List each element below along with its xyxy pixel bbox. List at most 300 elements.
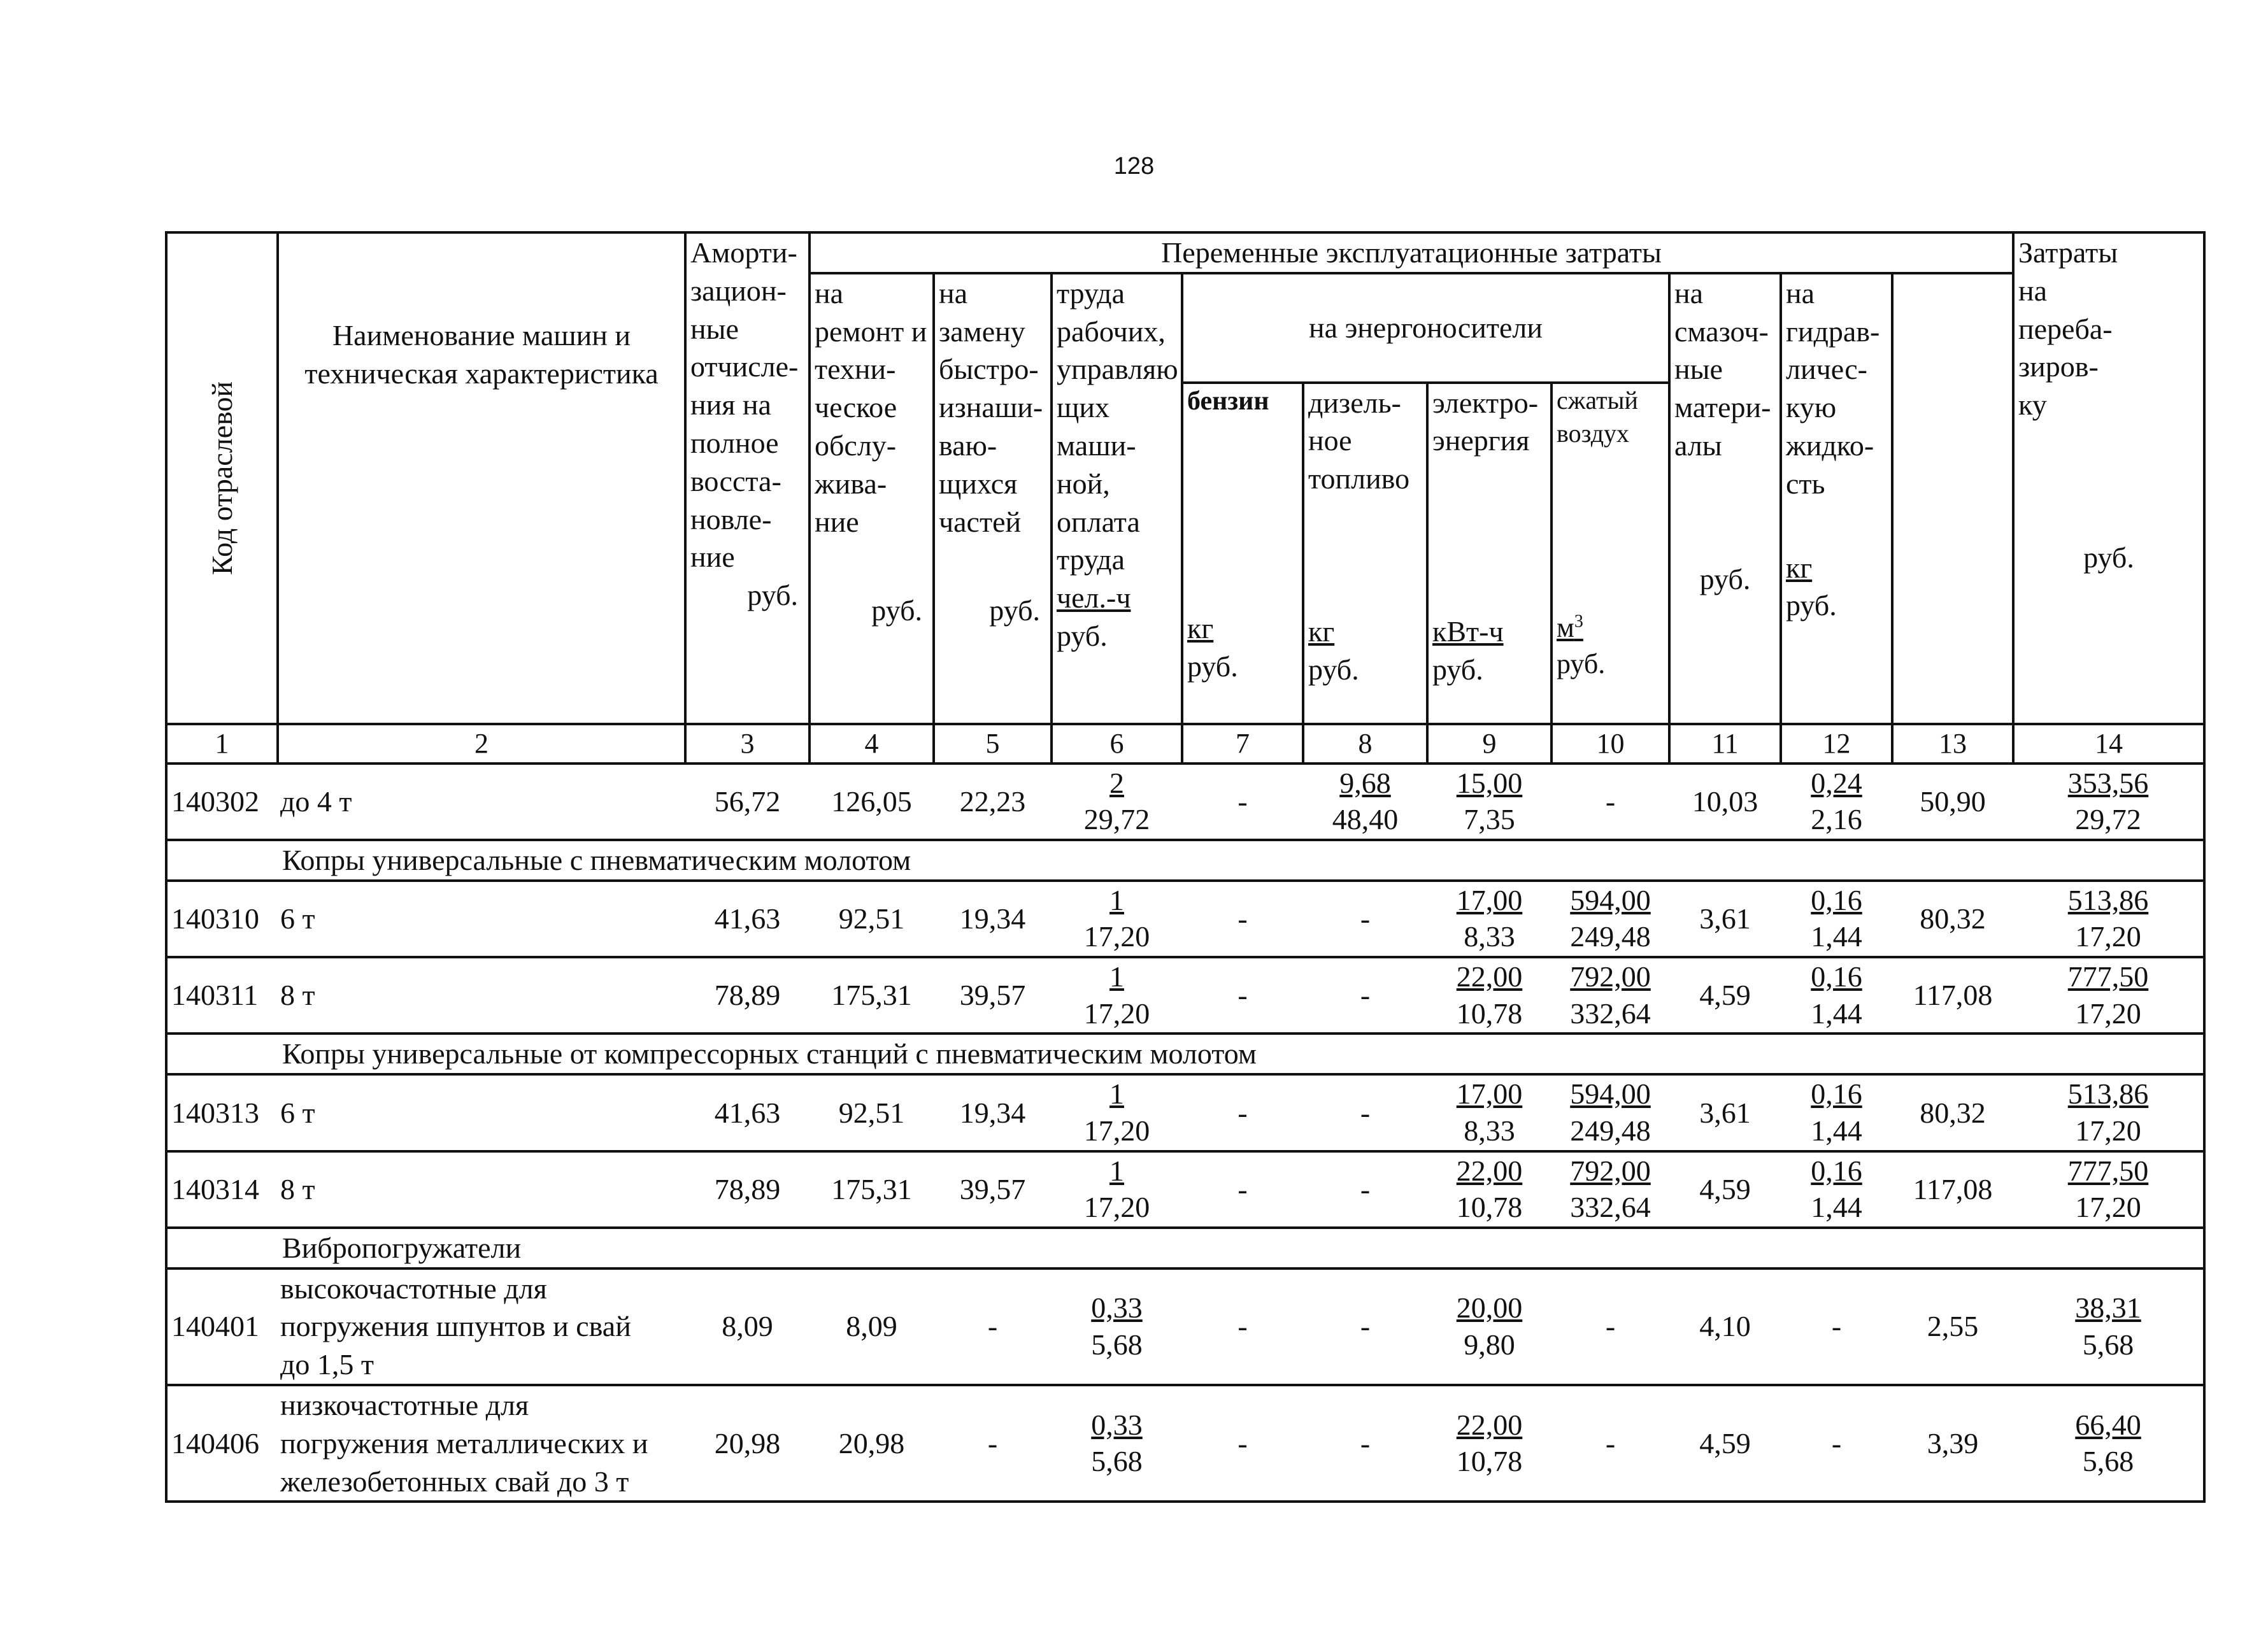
row-name-line: погружения шпунтов и свай bbox=[280, 1310, 631, 1343]
row-code: 140311 bbox=[166, 957, 278, 1034]
header-air bbox=[1551, 383, 1669, 724]
column-number: 3 bbox=[685, 724, 809, 764]
row-labor-top: 1 bbox=[1109, 883, 1124, 916]
column-number: 9 bbox=[1427, 724, 1551, 764]
row-labor bbox=[1052, 881, 1182, 957]
row-electric-top: 17,00 bbox=[1456, 883, 1523, 916]
header-electric-unit-bottom: руб. bbox=[1432, 653, 1483, 686]
row-transfer: 117,08 bbox=[1892, 1151, 2013, 1228]
header-hydraulic-line: на bbox=[1786, 276, 1815, 309]
header-transfer-line: зиров- bbox=[2018, 350, 2099, 383]
row-labor-top: 1 bbox=[1109, 960, 1124, 993]
column-number: 11 bbox=[1669, 724, 1781, 764]
row-estimate-fraction bbox=[2068, 1153, 2149, 1226]
header-repair-line: жива- bbox=[815, 467, 887, 500]
row-name bbox=[278, 881, 685, 957]
row-labor-bottom: 5,68 bbox=[1091, 1445, 1143, 1478]
row-name-line: 6 т bbox=[280, 1096, 315, 1129]
header-amortization-line: отчисле- bbox=[690, 350, 799, 383]
row-name-line: 6 т bbox=[280, 902, 315, 935]
row-electric bbox=[1427, 764, 1551, 840]
row-name-line: до 1,5 т bbox=[280, 1348, 374, 1381]
row-electric-top: 20,00 bbox=[1456, 1291, 1523, 1325]
row-estimate-top: 513,86 bbox=[2067, 1077, 2149, 1111]
row-code: 140314 bbox=[166, 1151, 278, 1228]
row-lube: 3,61 bbox=[1669, 1074, 1781, 1151]
row-electric bbox=[1427, 1074, 1551, 1151]
header-amortization bbox=[685, 232, 809, 724]
header-diesel-unit-top: кг bbox=[1308, 615, 1335, 648]
row-lube: 4,10 bbox=[1669, 1268, 1781, 1385]
row-replace: 39,57 bbox=[934, 957, 1052, 1034]
header-repair-line: ремонт и bbox=[815, 315, 927, 348]
row-labor bbox=[1052, 764, 1182, 840]
row-air-fraction bbox=[1570, 1153, 1651, 1226]
header-repair-line: обслу- bbox=[815, 429, 897, 462]
row-amortization: 78,89 bbox=[685, 957, 809, 1034]
row-labor-fraction bbox=[1091, 1407, 1143, 1480]
header-hydraulic-line: сть bbox=[1786, 467, 1825, 500]
header-electric-unit-top: кВт-ч bbox=[1432, 615, 1504, 648]
row-diesel-fraction bbox=[1332, 765, 1399, 838]
header-hydraulic-unit-bottom: руб. bbox=[1786, 589, 1837, 622]
row-air-top: 594,00 bbox=[1570, 883, 1651, 916]
row-air: - bbox=[1551, 1268, 1669, 1385]
header-hydraulic-line: кую bbox=[1786, 391, 1837, 424]
row-electric-bottom: 7,35 bbox=[1464, 803, 1515, 836]
row-replace: 19,34 bbox=[934, 881, 1052, 957]
row-air-bottom: 249,48 bbox=[1570, 920, 1651, 953]
header-amortization-line: Аморти- bbox=[690, 236, 797, 269]
page-number: 128 bbox=[1113, 153, 1155, 180]
row-electric-top: 22,00 bbox=[1456, 960, 1523, 993]
header-replace-line: частей bbox=[939, 505, 1022, 538]
row-estimate-fraction bbox=[2068, 1076, 2149, 1149]
row-air-fraction bbox=[1570, 882, 1651, 955]
row-labor-fraction bbox=[1084, 958, 1150, 1032]
table-row bbox=[166, 1074, 2204, 1151]
header-amortization-line: ные bbox=[690, 312, 739, 345]
header-hydraulic-line: гидрав- bbox=[1786, 315, 1880, 348]
row-estimate-top: 513,86 bbox=[2067, 883, 2149, 916]
header-replace-line: ваю- bbox=[939, 429, 997, 462]
row-air-bottom: 249,48 bbox=[1570, 1114, 1651, 1147]
row-air bbox=[1551, 957, 1669, 1034]
row-estimate-bottom: 17,20 bbox=[2075, 920, 2141, 953]
row-lube: 3,61 bbox=[1669, 881, 1781, 957]
row-amortization: 41,63 bbox=[685, 1074, 809, 1151]
row-labor-fraction bbox=[1091, 1290, 1143, 1363]
row-labor bbox=[1052, 1268, 1182, 1385]
column-number: 8 bbox=[1303, 724, 1427, 764]
row-transfer: 80,32 bbox=[1892, 881, 2013, 957]
table-row bbox=[166, 1151, 2204, 1228]
header-labor-line: труда bbox=[1057, 543, 1125, 576]
header-repair-line: ние bbox=[815, 505, 859, 538]
row-amortization: 41,63 bbox=[685, 881, 809, 957]
header-repair-line: на bbox=[815, 276, 844, 309]
row-hydraulic-fraction bbox=[1811, 882, 1862, 955]
row-hydraulic-top: 0,24 bbox=[1811, 766, 1862, 799]
row-name bbox=[278, 764, 685, 840]
header-diesel bbox=[1303, 383, 1427, 724]
row-labor-fraction bbox=[1084, 1076, 1150, 1149]
header-hydraulic-unit-top: кг bbox=[1786, 551, 1813, 584]
row-diesel bbox=[1303, 764, 1427, 840]
header-electric-line: электро- bbox=[1432, 386, 1539, 419]
row-estimate-bottom: 5,68 bbox=[2082, 1328, 2134, 1361]
row-electric-fraction bbox=[1457, 1153, 1523, 1226]
header-diesel-unit-bottom: руб. bbox=[1308, 653, 1359, 686]
table-row bbox=[166, 1385, 2204, 1502]
row-electric-bottom: 10,78 bbox=[1456, 1191, 1523, 1224]
row-labor-fraction bbox=[1084, 1153, 1150, 1226]
row-estimate bbox=[2013, 1151, 2204, 1228]
header-replace-unit: руб. bbox=[989, 594, 1040, 627]
row-repair: 8,09 bbox=[809, 1268, 934, 1385]
header-lube bbox=[1669, 273, 1781, 724]
row-electric-bottom: 10,78 bbox=[1456, 997, 1523, 1030]
row-petrol: - bbox=[1182, 957, 1303, 1034]
header-name-label: Наименование машин и техническая характеристика bbox=[304, 319, 659, 390]
row-estimate-top: 777,50 bbox=[2067, 960, 2149, 993]
row-electric-fraction bbox=[1457, 765, 1523, 838]
section-title: Копры универсальные с пневматическим молотом bbox=[166, 840, 2204, 881]
row-code: 140313 bbox=[166, 1074, 278, 1151]
row-diesel: - bbox=[1303, 881, 1427, 957]
header-petrol-label: бензин bbox=[1187, 386, 1269, 416]
row-diesel: - bbox=[1303, 1268, 1427, 1385]
row-air-fraction bbox=[1570, 1076, 1651, 1149]
header-hydraulic-line: жидко- bbox=[1786, 429, 1874, 462]
row-labor-top: 1 bbox=[1109, 1077, 1124, 1111]
header-variable-costs: Переменные эксплуатационные затраты bbox=[809, 232, 2013, 273]
row-electric-top: 15,00 bbox=[1456, 766, 1523, 799]
header-lube-line: на bbox=[1674, 276, 1704, 309]
header-code bbox=[166, 232, 278, 724]
row-code: 140401 bbox=[166, 1268, 278, 1385]
row-transfer: 80,32 bbox=[1892, 1074, 2013, 1151]
row-hydraulic bbox=[1781, 957, 1892, 1034]
row-hydraulic-bottom: 1,44 bbox=[1811, 997, 1862, 1030]
row-estimate-bottom: 17,20 bbox=[2075, 1114, 2141, 1147]
column-number: 12 bbox=[1781, 724, 1892, 764]
row-diesel: - bbox=[1303, 1151, 1427, 1228]
header-replace-line: замену bbox=[939, 315, 1025, 348]
row-air-top: 792,00 bbox=[1570, 1154, 1651, 1187]
row-repair: 20,98 bbox=[809, 1385, 934, 1502]
row-name bbox=[278, 1151, 685, 1228]
row-lube: 10,03 bbox=[1669, 764, 1781, 840]
header-name bbox=[278, 232, 685, 724]
row-labor-bottom: 5,68 bbox=[1091, 1328, 1143, 1361]
row-hydraulic bbox=[1781, 1074, 1892, 1151]
row-estimate-bottom: 29,72 bbox=[2075, 803, 2141, 836]
row-labor bbox=[1052, 1151, 1182, 1228]
header-labor-line: рабочих, bbox=[1057, 315, 1166, 348]
column-number: 14 bbox=[2013, 724, 2204, 764]
row-amortization: 56,72 bbox=[685, 764, 809, 840]
row-electric-fraction bbox=[1457, 882, 1523, 955]
row-estimate bbox=[2013, 881, 2204, 957]
header-lube-line: матери- bbox=[1674, 391, 1771, 424]
row-petrol: - bbox=[1182, 881, 1303, 957]
header-diesel-line: ное bbox=[1308, 424, 1352, 457]
header-air-line: сжатый bbox=[1557, 385, 1638, 415]
row-estimate-fraction bbox=[2075, 1407, 2141, 1480]
row-electric bbox=[1427, 881, 1551, 957]
row-air-top: 792,00 bbox=[1570, 960, 1651, 993]
header-repair-unit: руб. bbox=[871, 594, 922, 627]
row-name bbox=[278, 1074, 685, 1151]
header-amortization-line: новле- bbox=[690, 502, 772, 536]
row-diesel-bottom: 48,40 bbox=[1332, 803, 1399, 836]
column-number: 1 bbox=[166, 724, 278, 764]
row-electric-fraction bbox=[1457, 1290, 1523, 1363]
section-row bbox=[166, 1228, 2204, 1268]
row-electric bbox=[1427, 1268, 1551, 1385]
row-transfer: 50,90 bbox=[1892, 764, 2013, 840]
row-name bbox=[278, 1268, 685, 1385]
header-lube-line: ные bbox=[1674, 353, 1723, 386]
header-amortization-line: восста- bbox=[690, 464, 781, 497]
header-diesel-line: топливо bbox=[1308, 462, 1410, 495]
row-diesel-top: 9,68 bbox=[1339, 766, 1391, 799]
header-amortization-line: ния на bbox=[690, 388, 771, 422]
column-number-row bbox=[166, 724, 2204, 764]
row-lube: 4,59 bbox=[1669, 1385, 1781, 1502]
row-electric-bottom: 10,78 bbox=[1456, 1445, 1523, 1478]
column-number: 10 bbox=[1551, 724, 1669, 764]
row-electric bbox=[1427, 1385, 1551, 1502]
row-electric-top: 22,00 bbox=[1456, 1154, 1523, 1187]
section-row bbox=[166, 1034, 2204, 1074]
row-air bbox=[1551, 1074, 1669, 1151]
row-hydraulic-fraction bbox=[1811, 765, 1862, 838]
section-title: Вибропогружатели bbox=[166, 1228, 2204, 1268]
row-electric bbox=[1427, 957, 1551, 1034]
header-lube-unit: руб. bbox=[1699, 562, 1751, 595]
row-transfer: 2,55 bbox=[1892, 1268, 2013, 1385]
row-transfer: 117,08 bbox=[1892, 957, 2013, 1034]
header-transfer bbox=[2013, 232, 2204, 724]
row-hydraulic-fraction bbox=[1811, 1076, 1862, 1149]
row-labor-bottom: 17,20 bbox=[1083, 997, 1150, 1030]
row-code: 140406 bbox=[166, 1385, 278, 1502]
row-replace: 22,23 bbox=[934, 764, 1052, 840]
header-labor-unit-bottom: руб. bbox=[1057, 619, 1108, 652]
header-air-line: воздух bbox=[1557, 418, 1630, 448]
row-hydraulic bbox=[1781, 1151, 1892, 1228]
row-hydraulic-top: 0,16 bbox=[1811, 1077, 1862, 1111]
row-hydraulic-bottom: 1,44 bbox=[1811, 920, 1862, 953]
header-air-unit-m: м bbox=[1557, 611, 1574, 643]
row-labor-fraction bbox=[1084, 882, 1150, 955]
row-hydraulic-fraction bbox=[1811, 1153, 1862, 1226]
header-labor-unit-top: чел.-ч bbox=[1057, 581, 1131, 615]
machine-cost-table bbox=[165, 231, 2206, 1503]
row-estimate bbox=[2013, 1385, 2204, 1502]
header-petrol-unit-bottom: руб. bbox=[1187, 650, 1238, 683]
row-diesel: - bbox=[1303, 957, 1427, 1034]
row-name-line: железобетонных свай до 3 т bbox=[280, 1465, 629, 1498]
row-estimate bbox=[2013, 1074, 2204, 1151]
row-petrol: - bbox=[1182, 1268, 1303, 1385]
header-air-unit-bottom: руб. bbox=[1557, 648, 1606, 679]
row-air bbox=[1551, 1151, 1669, 1228]
row-replace: 39,57 bbox=[934, 1151, 1052, 1228]
header-replace-line: щихся bbox=[939, 467, 1018, 500]
row-estimate-fraction bbox=[2068, 958, 2149, 1032]
row-estimate-top: 38,31 bbox=[2075, 1291, 2141, 1325]
row-electric-bottom: 8,33 bbox=[1464, 920, 1515, 953]
row-hydraulic-bottom: 1,44 bbox=[1811, 1191, 1862, 1224]
row-lube: 4,59 bbox=[1669, 1151, 1781, 1228]
header-replace bbox=[934, 273, 1052, 724]
row-labor bbox=[1052, 1074, 1182, 1151]
header-petrol-unit-top: кг bbox=[1187, 612, 1214, 645]
row-labor-top: 0,33 bbox=[1091, 1408, 1143, 1441]
header-amortization-line: полное bbox=[690, 426, 779, 459]
section-title: Копры универсальные от компрессорных станций с пневматическим молотом bbox=[166, 1034, 2204, 1074]
row-hydraulic-top: 0,16 bbox=[1811, 1154, 1862, 1187]
header-amortization-line: ние bbox=[690, 541, 735, 574]
header-hydraulic bbox=[1781, 273, 1892, 724]
row-name-line: до 4 т bbox=[280, 785, 352, 818]
row-labor-top: 0,33 bbox=[1091, 1291, 1143, 1325]
row-diesel: - bbox=[1303, 1074, 1427, 1151]
row-name-line: 8 т bbox=[280, 979, 315, 1012]
row-estimate-top: 353,56 bbox=[2067, 766, 2149, 799]
row-petrol: - bbox=[1182, 1385, 1303, 1502]
row-hydraulic bbox=[1781, 764, 1892, 840]
header-transfer-unit: руб. bbox=[2083, 541, 2134, 574]
header-labor-line: маши- bbox=[1057, 429, 1136, 462]
header-transfer-line: переба- bbox=[2018, 312, 2113, 345]
row-estimate-fraction bbox=[2068, 882, 2149, 955]
header-amortization-unit: руб. bbox=[747, 579, 798, 612]
row-replace: - bbox=[934, 1268, 1052, 1385]
row-estimate-top: 66,40 bbox=[2075, 1408, 2141, 1441]
header-labor-line: щих bbox=[1057, 391, 1110, 424]
row-labor-bottom: 17,20 bbox=[1083, 920, 1150, 953]
row-hydraulic bbox=[1781, 881, 1892, 957]
header-transfer-line: ку bbox=[2018, 388, 2047, 422]
row-repair: 92,51 bbox=[809, 881, 934, 957]
header-amortization-line: зацион- bbox=[690, 274, 787, 307]
header-energy: на энергоносители bbox=[1182, 273, 1669, 383]
row-hydraulic-top: 0,16 bbox=[1811, 883, 1862, 916]
row-hydraulic-top: 0,16 bbox=[1811, 960, 1862, 993]
row-name-line: погружения металлических и bbox=[280, 1426, 648, 1460]
column-number: 2 bbox=[278, 724, 685, 764]
row-air-bottom: 332,64 bbox=[1570, 997, 1651, 1030]
row-amortization: 8,09 bbox=[685, 1268, 809, 1385]
row-transfer: 3,39 bbox=[1892, 1385, 2013, 1502]
header-air-unit-sup: 3 bbox=[1574, 611, 1583, 631]
row-repair: 175,31 bbox=[809, 957, 934, 1034]
row-name bbox=[278, 1385, 685, 1502]
row-labor bbox=[1052, 957, 1182, 1034]
row-electric-fraction bbox=[1457, 958, 1523, 1032]
row-replace: - bbox=[934, 1385, 1052, 1502]
row-electric-bottom: 9,80 bbox=[1464, 1328, 1515, 1361]
header-lube-line: алы bbox=[1674, 429, 1722, 462]
row-air-bottom: 332,64 bbox=[1570, 1191, 1651, 1224]
row-labor-bottom: 29,72 bbox=[1083, 803, 1150, 836]
header-repair-line: техни- bbox=[815, 353, 896, 386]
header-lube-line: смазоч- bbox=[1674, 315, 1769, 348]
row-air: - bbox=[1551, 1385, 1669, 1502]
row-petrol: - bbox=[1182, 1151, 1303, 1228]
header-labor-line: ной, bbox=[1057, 467, 1110, 500]
row-air: - bbox=[1551, 764, 1669, 840]
header-hydraulic-line: личес- bbox=[1786, 353, 1868, 386]
header-diesel-line: дизель- bbox=[1308, 386, 1401, 419]
row-hydraulic: - bbox=[1781, 1385, 1892, 1502]
table-body bbox=[166, 232, 2204, 1502]
row-estimate bbox=[2013, 1268, 2204, 1385]
row-repair: 175,31 bbox=[809, 1151, 934, 1228]
row-hydraulic-fraction bbox=[1811, 958, 1862, 1032]
row-electric-fraction bbox=[1457, 1407, 1523, 1480]
header-transfer-line: Затраты bbox=[2018, 236, 2118, 269]
row-electric-top: 17,00 bbox=[1456, 1077, 1523, 1111]
header-repair bbox=[809, 273, 934, 724]
row-name bbox=[278, 957, 685, 1034]
row-code: 140302 bbox=[166, 764, 278, 840]
table-row bbox=[166, 1268, 2204, 1385]
row-estimate bbox=[2013, 957, 2204, 1034]
column-number: 13 bbox=[1892, 724, 2013, 764]
row-name-line: высокочастотные для bbox=[280, 1272, 547, 1305]
row-estimate-fraction bbox=[2075, 1290, 2141, 1363]
header-petrol bbox=[1182, 383, 1303, 724]
row-electric-fraction bbox=[1457, 1076, 1523, 1149]
row-amortization: 20,98 bbox=[685, 1385, 809, 1502]
header-repair-line: ческое bbox=[815, 391, 897, 424]
header-labor-line: оплата bbox=[1057, 505, 1140, 538]
header-replace-line: на bbox=[939, 276, 968, 309]
header-labor bbox=[1052, 273, 1182, 724]
row-electric bbox=[1427, 1151, 1551, 1228]
header-row-1 bbox=[166, 232, 2204, 273]
header-labor-line: труда bbox=[1057, 276, 1125, 309]
row-replace: 19,34 bbox=[934, 1074, 1052, 1151]
header-transfer-line: на bbox=[2018, 274, 2048, 307]
row-estimate bbox=[2013, 764, 2204, 840]
header-electric-line: энергия bbox=[1432, 424, 1530, 457]
header-air-unit-top bbox=[1557, 609, 1664, 646]
row-air-fraction bbox=[1570, 958, 1651, 1032]
header-replace-line: изнаши- bbox=[939, 391, 1043, 424]
row-labor-fraction bbox=[1084, 765, 1150, 838]
column-number: 5 bbox=[934, 724, 1052, 764]
row-estimate-bottom: 5,68 bbox=[2082, 1445, 2134, 1478]
row-estimate-fraction bbox=[2068, 765, 2149, 838]
row-code: 140310 bbox=[166, 881, 278, 957]
row-repair: 126,05 bbox=[809, 764, 934, 840]
row-hydraulic-bottom: 1,44 bbox=[1811, 1114, 1862, 1147]
header-code-wrap bbox=[171, 255, 273, 701]
row-amortization: 78,89 bbox=[685, 1151, 809, 1228]
header-replace-line: быстро- bbox=[939, 353, 1039, 386]
row-hydraulic-bottom: 2,16 bbox=[1811, 803, 1862, 836]
row-labor-bottom: 17,20 bbox=[1083, 1191, 1150, 1224]
row-lube: 4,59 bbox=[1669, 957, 1781, 1034]
row-air bbox=[1551, 881, 1669, 957]
header-labor-line: управляю bbox=[1057, 353, 1178, 386]
